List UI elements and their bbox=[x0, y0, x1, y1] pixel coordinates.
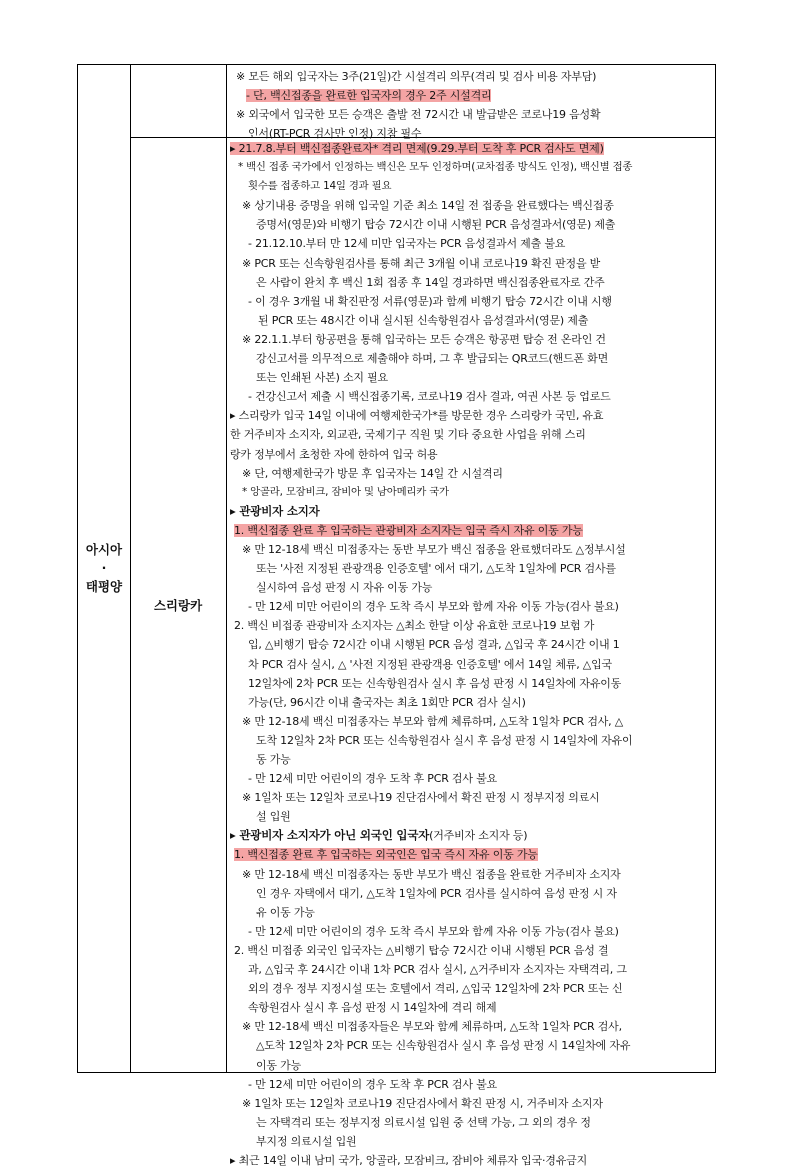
note-line: - 만 12세 미만 어린이의 경우 도착 후 PCR 검사 불요 bbox=[248, 772, 497, 786]
note-line: ※ 만 12-18세 백신 미접종자는 동반 부모가 백신 접종을 완료한 거주비자 소지자 bbox=[242, 867, 621, 881]
numbered-item: 속항원검사 실시 후 음성 판정 시 14일차에 격리 해제 bbox=[248, 1001, 497, 1015]
numbered-item bbox=[228, 845, 712, 864]
country-name: 스리랑카 bbox=[153, 597, 203, 613]
rule-line: 한 거주비자 소지자, 외교관, 국제기구 직원 및 기타 중요한 사업을 위해 스리 bbox=[230, 428, 586, 442]
section-heading: ▸ 관광비자 소지자 bbox=[230, 503, 320, 518]
note-line: ※ 22.1.1.부터 항공편을 통해 입국하는 모든 승객은 항공편 탑승 전 온라인 건 bbox=[242, 332, 606, 346]
highlighted-text: ▸ 21.7.8.부터 백신접종완료자* 격리 면제(9.29.부터 도착 후 PCR 검사도 면제) bbox=[230, 142, 604, 155]
highlighted-text: 1. 백신접종 완료 후 입국하는 외국인은 입국 즉시 자유 이동 가능 bbox=[234, 848, 538, 862]
note-line: - 21.12.10.부터 만 12세 미만 입국자는 PCR 음성결과서 제출 불요 bbox=[248, 237, 566, 251]
section-heading: ▸ 관광비자 소지자가 아닌 외국인 입국자 bbox=[230, 828, 430, 843]
note-line: 인 경우 자택에서 대기, △도착 1일차에 PCR 검사를 실시하여 음성 판정 시 자 bbox=[256, 886, 617, 900]
sri-lanka-rules bbox=[228, 139, 712, 1170]
note-line: 도착 12일차 2차 PCR 또는 신속항원검사 실시 후 음성 판정 시 14일차에 자유이 bbox=[256, 733, 633, 747]
note-line: 실시하여 음성 판정 시 자유 이동 가능 bbox=[256, 581, 433, 595]
note-line: 인서(RT-PCR 검사만 인정) 지참 필수 bbox=[248, 127, 422, 141]
country-cell bbox=[130, 137, 226, 1072]
note-line: ※ 모든 해외 입국자는 3주(21일)간 시설격리 의무(격리 및 검사 비용 자부담) bbox=[236, 70, 597, 83]
numbered-item: 2. 백신 비접종 관광비자 소지자는 △최소 한달 이상 유효한 코로나19 보험 가 bbox=[234, 619, 595, 633]
rule-line bbox=[228, 139, 712, 158]
note-line: 된 PCR 또는 48시간 이내 실시된 신속항원검사 음성결과서(영문) 제출 bbox=[258, 313, 589, 327]
note-line: △도착 12일차 2차 PCR 또는 신속항원검사 실시 후 음성 판정 시 14일차에 자유 bbox=[256, 1039, 631, 1053]
region-cell bbox=[78, 65, 130, 1072]
rule-line: ▸ 최근 14일 이내 남미 국가, 앙골라, 모잠비크, 잠비아 체류자 입국·경유금지 bbox=[230, 1153, 587, 1167]
numbered-item: 2. 백신 미접종 외국인 입국자는 △비행기 탑승 72시간 이내 시행된 PCR 음성 결 bbox=[234, 943, 609, 957]
note-line: ※ 1일차 또는 12일차 코로나19 진단검사에서 확진 판정 시 정부지정 의료시 bbox=[242, 791, 600, 805]
note-line: 또는 인쇄된 사본) 소지 필요 bbox=[256, 371, 388, 385]
region-name: 아시아 bbox=[85, 542, 123, 558]
note-line: 또는 '사전 지정된 관광객용 인증호텔' 에서 대기, △도착 1일차에 PCR 검사를 bbox=[256, 562, 616, 576]
numbered-item: 차 PCR 검사 실시, △ '사전 지정된 관광객용 인증호텔' 에서 14일 체류, △입국 bbox=[248, 657, 612, 671]
note-line: ※ 만 12-18세 백신 미접종자들은 부모와 함께 체류하며, △도착 1일차 PCR 검사, bbox=[242, 1020, 622, 1034]
note-line: 은 사람이 완치 후 백신 1회 접종 후 14일 경과하면 백신접종완료자로 간주 bbox=[256, 275, 605, 289]
entry-rules-table bbox=[77, 64, 716, 1167]
numbered-item: 12일차에 2차 PCR 또는 신속항원검사 실시 후 음성 판정 시 14일차에 자유이동 bbox=[248, 676, 622, 690]
numbered-item: 과, △입국 후 24시간 이내 1차 PCR 검사 실시, △거주비자 소지자는 자택격리, 그 bbox=[248, 963, 627, 977]
note-line: ※ 만 12-18세 백신 미접종자는 부모와 함께 체류하며, △도착 1일차 PCR 검사, △ bbox=[242, 714, 624, 728]
note-line: ※ 1일차 또는 12일차 코로나19 진단검사에서 확진 판정 시, 거주비자 소지자 bbox=[242, 1096, 603, 1110]
section-heading-note: (거주비자 소지자 등) bbox=[429, 829, 528, 843]
note-line: ※ 단, 여행제한국가 방문 후 입국자는 14일 간 시설격리 bbox=[242, 466, 503, 480]
region-name: 태평양 bbox=[85, 578, 123, 594]
note-line: ※ 만 12-18세 백신 미접종자는 동반 부모가 백신 접종을 완료했더라도 △정부시설 bbox=[242, 542, 626, 556]
numbered-item: 외의 경우 정부 지정시설 또는 호텔에서 격리, △입국 12일차에 2차 PCR 또는 신 bbox=[248, 982, 623, 996]
note-line: 는 자택격리 또는 정부지정 의료시설 입원 중 선택 가능, 그 외의 경우 정 bbox=[256, 1115, 591, 1129]
footnote-line: * 백신 접종 국가에서 인정하는 백신은 모두 인정하며(교차접종 방식도 인정), 백신별 접종 bbox=[238, 161, 633, 174]
numbered-item: 입, △비행기 탑승 72시간 이내 시행된 PCR 음성 결과, △입국 후 24시간 이내 1 bbox=[248, 638, 620, 652]
footnote-line: * 앙골라, 모잠비크, 잠비아 및 남아메리카 국가 bbox=[242, 485, 449, 498]
numbered-item: 가능(단, 96시간 이내 출국자는 최초 1회만 PCR 검사 실시) bbox=[248, 695, 526, 709]
note-line: 설 입원 bbox=[256, 810, 291, 824]
note-line: - 건강신고서 제출 시 백신접종기록, 코로나19 검사 결과, 여권 사본 등 업로드 bbox=[248, 390, 611, 404]
note-line: - 이 경우 3개월 내 확진판정 서류(영문)과 함께 비행기 탑승 72시간 이내 시행 bbox=[248, 294, 612, 308]
note-line: 동 가능 bbox=[256, 753, 291, 766]
note-line: 유 이동 가능 bbox=[256, 905, 315, 919]
rule-line: ▸ 스리랑카 입국 14일 이내에 여행제한국가*를 방문한 경우 스리랑카 국민, 유효 bbox=[230, 409, 604, 423]
rule-line: 랑카 정부에서 초청한 자에 한하여 입국 허용 bbox=[230, 447, 438, 461]
footnote-line: 횟수를 접종하고 14일 경과 필요 bbox=[248, 180, 392, 193]
note-line: 강신고서를 의무적으로 제출해야 하며, 그 후 발급되는 QR코드(핸드폰 화면 bbox=[256, 352, 609, 366]
note-line: - 만 12세 미만 어린이의 경우 도착 즉시 부모와 함께 자유 이동 가능(검사 불요) bbox=[248, 924, 619, 938]
highlighted-text: 1. 백신접종 완료 후 입국하는 관광비자 소지자는 입국 즉시 자유 이동 가능 bbox=[234, 523, 583, 537]
previous-country-rules bbox=[228, 67, 712, 143]
numbered-item bbox=[228, 521, 712, 540]
note-line: 부지정 의료시설 입원 bbox=[256, 1134, 357, 1148]
highlighted-text: - 단, 백신접종을 완료한 입국자의 경우 2주 시설격리 bbox=[246, 89, 492, 103]
note-line: ※ 외국에서 입국한 모든 승객은 출발 전 72시간 내 발급받은 코로나19 음성확 bbox=[236, 108, 601, 122]
note-line: ※ 상기내용 증명을 위해 입국일 기준 최소 14일 전 접종을 완료했다는 백신접종 bbox=[242, 199, 614, 213]
note-line: - 만 12세 미만 어린이의 경우 도착 후 PCR 검사 불요 bbox=[248, 1077, 497, 1091]
note-line: 이동 가능 bbox=[256, 1058, 302, 1072]
note-line bbox=[228, 86, 712, 105]
note-line: ※ PCR 또는 신속항원검사를 통해 최근 3개월 이내 코로나19 확진 판정을 받 bbox=[242, 256, 601, 270]
section-heading-line bbox=[228, 826, 712, 845]
note-line: - 만 12세 미만 어린이의 경우 도착 즉시 부모와 함께 자유 이동 가능(검사 불요) bbox=[248, 600, 619, 614]
region-separator: · bbox=[101, 560, 107, 576]
column-divider bbox=[226, 65, 227, 1072]
note-line: 증명서(영문)와 비행기 탑승 72시간 이내 시행된 PCR 음성결과서(영문) 제출 bbox=[256, 218, 616, 232]
